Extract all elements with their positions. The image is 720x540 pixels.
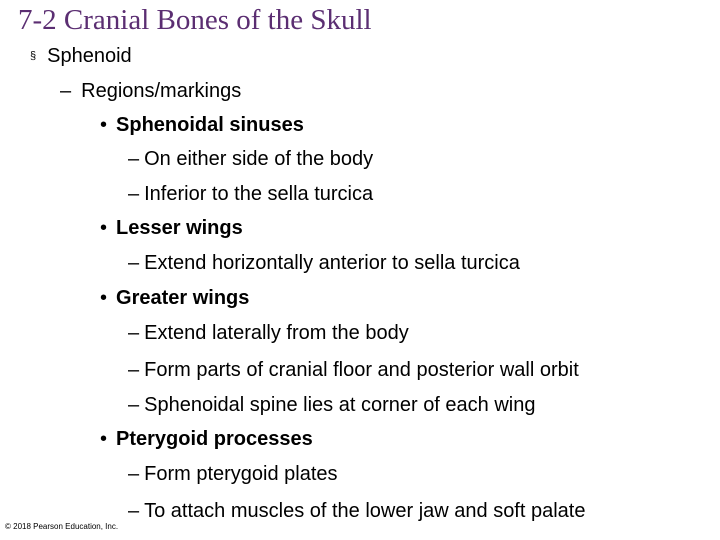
outline-item-greater-wings [100,287,249,310]
outline-text: Sphenoidal sinuses [116,114,304,136]
outline-item-sphenoidal-sinuses [100,114,304,137]
bullet-marker: • [100,428,108,450]
bullet-marker: – [128,394,140,416]
outline-text: On either side of the body [144,148,374,170]
outline-text: Sphenoid [47,45,132,67]
outline-item-greater-wings-form [128,359,579,382]
outline-text: Extend laterally from the body [144,322,409,344]
bullet-marker: • [100,114,108,136]
outline-text: Greater wings [116,287,250,309]
outline-item-lesser-wings [100,217,243,240]
outline-text: Form parts of cranial floor and posterior wall orbit [144,359,579,381]
bullet-marker: – [128,359,140,381]
bullet-marker: – [128,148,140,170]
bullet-marker: – [60,80,72,102]
outline-text: Regions/markings [81,80,242,102]
outline-item-pterygoid-muscles [128,500,585,523]
slide-title: 7-2 Cranial Bones of the Skull [18,4,372,36]
bullet-marker: – [128,500,140,522]
outline-item-sinus-location-body [128,148,373,171]
outline-item-greater-wings-extend [128,322,409,345]
outline-item-sinus-location-sella [128,183,373,206]
outline-text: Sphenoidal spine lies at corner of each wing [144,394,536,416]
bullet-marker: • [100,287,108,309]
outline-item-lesser-wings-detail [128,252,520,275]
copyright-footer: © 2018 Pearson Education, Inc. [5,522,119,531]
bullet-marker: • [100,217,108,239]
outline-text: Lesser wings [116,217,243,239]
outline-item-pterygoid-plates [128,463,338,486]
bullet-marker: – [128,252,140,274]
bullet-marker: – [128,322,140,344]
outline-item-pterygoid-processes [100,428,313,451]
bullet-marker: § [30,50,37,62]
bullet-marker: – [128,183,140,205]
outline-item-sphenoid [30,45,132,68]
outline-text: Pterygoid processes [116,428,313,450]
outline-text: Form pterygoid plates [144,463,338,485]
outline-text: Inferior to the sella turcica [144,183,374,205]
outline-text: Extend horizontally anterior to sella turcica [144,252,520,274]
outline-text: To attach muscles of the lower jaw and soft palate [144,500,586,522]
outline-item-greater-wings-spine [128,394,535,417]
outline-item-regions-markings [60,80,241,103]
bullet-marker: – [128,463,140,485]
